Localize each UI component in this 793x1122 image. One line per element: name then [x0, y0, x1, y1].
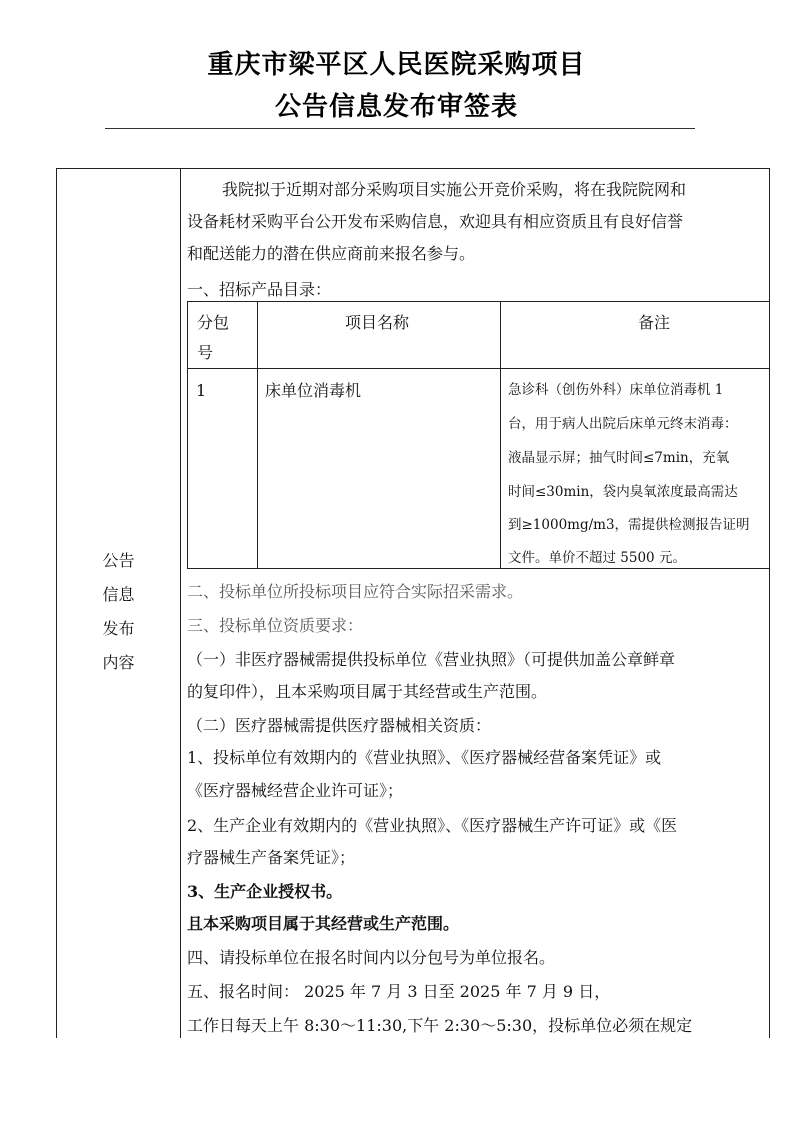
title-underline	[105, 128, 695, 129]
row-remark-line: 时间≤30min，袋内臭氧浓度最高需达	[508, 484, 738, 500]
row-label-3: 发布	[102, 619, 135, 638]
col-header-name: 项目名称	[345, 313, 410, 332]
row-remark-line: 急诊科（创伤外科）床单位消毒机 1	[508, 382, 724, 398]
col-header-package: 分包	[197, 313, 230, 332]
section-4: 四、请投标单位在报名时间内以分包号为单位报名。	[187, 948, 556, 967]
col-header-remark: 备注	[638, 313, 671, 332]
table-divider	[257, 301, 258, 569]
section-1-heading: 一、招标产品目录：	[187, 280, 332, 299]
section-5-registration-time: 五、报名时间： 2025 年 7 月 3 日至 2025 年 7 月 9 日，	[187, 982, 611, 1001]
intro-line-2: 设备耗材采购平台公开发布采购信息，欢迎具有相应资质且有良好信誉	[187, 212, 684, 231]
row-label-1: 公告	[102, 551, 135, 570]
section-2: 二、投标单位所投标项目应符合实际招采需求。	[187, 582, 524, 601]
requirement-2-item-1-line-1: 1、投标单位有效期内的《营业执照》、《医疗器械经营备案凭证》或	[187, 748, 662, 767]
intro-line-1: 我院拟于近期对部分采购项目实施公开竞价采购，将在我院院网和	[222, 180, 687, 199]
section-5-continued: 工作日每天上午 8:30～11:30,下午 2:30～5:30，投标单位必须在规定	[187, 1016, 693, 1035]
requirement-1-line-1: （一）非医疗器械需提供投标单位《营业执照》（可提供加盖公章鲜章	[187, 650, 676, 669]
col-header-package-cont: 号	[197, 343, 214, 362]
table-header-divider	[187, 368, 770, 369]
requirement-2-item-1-line-2: 《医疗器械经营企业许可证》；	[187, 781, 404, 800]
scope-note: 且本采购项目属于其经营或生产范围。	[187, 914, 460, 933]
requirement-1-line-2: 的复印件），且本采购项目属于其经营或生产范围。	[187, 682, 548, 701]
row-name: 床单位消毒机	[265, 381, 362, 400]
requirement-2-item-2-line-1: 2、生产企业有效期内的《营业执照》、《医疗器械生产许可证》或《医	[187, 816, 678, 835]
document-title-line1: 重庆市梁平区人民医院采购项目	[207, 50, 586, 80]
section-3-heading: 三、投标单位资质要求：	[187, 616, 364, 635]
row-remark-line: 文件。单价不超过 5500 元。	[508, 550, 686, 566]
requirement-2-heading: （二）医疗器械需提供医疗器械相关资质：	[187, 716, 492, 735]
document-title-line2: 公告信息发布审签表	[274, 92, 518, 122]
table-divider	[500, 301, 501, 569]
row-remark-line: 到≥1000mg/m3，需提供检测报告证明	[508, 517, 750, 533]
row-remark-line: 液晶显示屏；抽气时间≤7min，充氧	[508, 450, 730, 466]
requirement-2-item-2-line-2: 疗器械生产备案凭证》；	[187, 848, 356, 867]
row-label-4: 内容	[102, 653, 135, 672]
row-package: 1	[196, 381, 207, 400]
row-label-2: 信息	[102, 585, 135, 604]
row-remark-line: 台，用于病人出院后床单元终末消毒：	[508, 416, 738, 432]
intro-line-3: 和配送能力的潜在供应商前来报名参与。	[187, 244, 476, 263]
requirement-2-item-3: 3、生产企业授权书。	[187, 882, 343, 901]
